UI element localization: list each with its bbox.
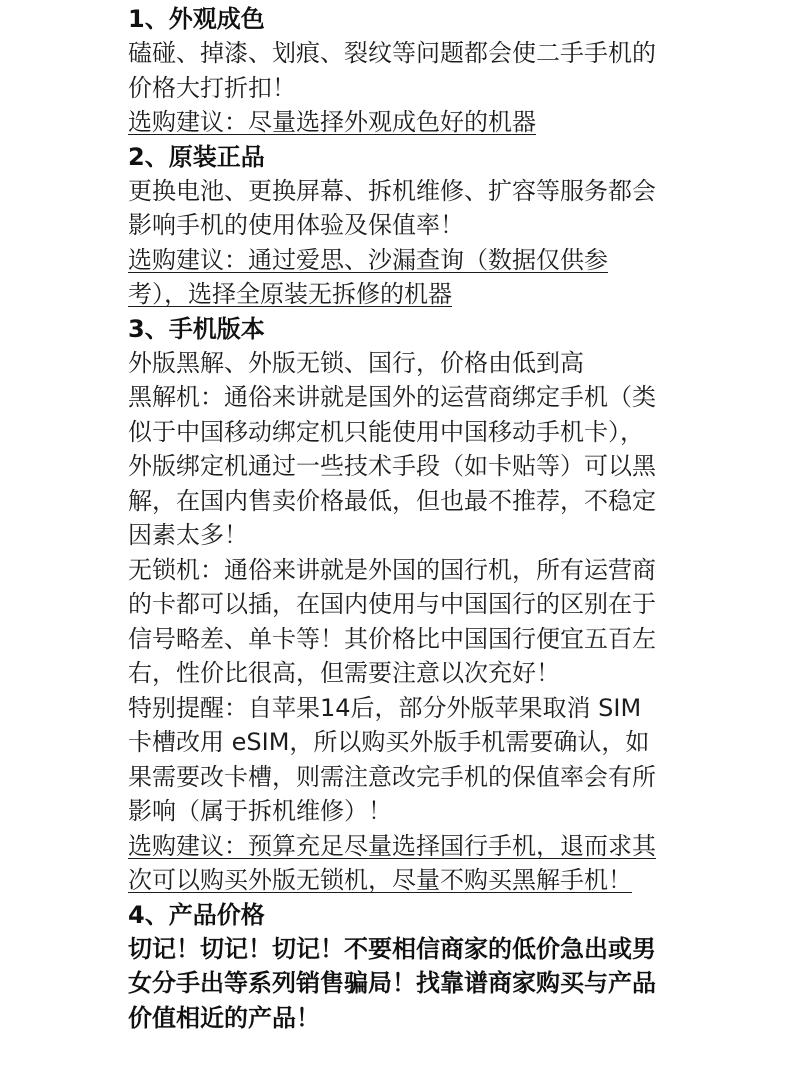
section-3-line-1: 外版黑解、外版无锁、国行，价格由低到高 <box>128 348 584 377</box>
section-3-line-9: 信号略差、单卡等！其价格比中国国行便宜五百左 <box>128 624 656 653</box>
section-2-advice-2: 考），选择全原装无拆修的机器 <box>128 280 452 308</box>
section-1-advice: 选购建议：尽量选择外观成色好的机器 <box>128 108 536 136</box>
section-3-line-10: 右，性价比很高，但需要注意以次充好！ <box>128 659 560 687</box>
section-3-line-4: 外版绑定机通过一些技术手段（如卡贴等）可以黑 <box>128 452 656 480</box>
section-2-advice-1: 选购建议：通过爱思、沙漏查询（数据仅供参 <box>128 245 608 274</box>
section-4-heading: 4、产品价格 <box>128 900 265 929</box>
section-2-line-1: 更换电池、更换屏幕、拆机维修、扩容等服务都会 <box>128 176 656 205</box>
section-3-line-12: 卡槽改用 eSIM，所以购买外版手机需要确认，如 <box>128 728 650 756</box>
section-3-line-5: 解，在国内售卖价格最低，但也最不推荐，不稳定 <box>128 486 656 515</box>
section-4-warning-2: 女分手出等系列销售骗局！找靠谱商家购买与产品 <box>128 969 656 997</box>
section-3-line-11: 特别提醒：自苹果14后，部分外版苹果取消 SIM <box>128 693 642 722</box>
section-4-warning-1: 切记！切记！切记！不要相信商家的低价急出或男 <box>128 934 656 963</box>
section-3-line-14: 影响（属于拆机维修）！ <box>128 797 392 825</box>
section-2-heading: 2、原装正品 <box>128 142 265 171</box>
section-1-line-1: 磕碰、掉漆、划痕、裂纹等问题都会使二手手机的 <box>128 39 656 67</box>
section-3-advice-2: 次可以购买外版无锁机，尽量不购买黑解手机！ <box>128 866 632 894</box>
section-2-line-2: 影响手机的使用体验及保值率！ <box>128 211 464 239</box>
section-3-line-13: 果需要改卡槽，则需注意改完手机的保值率会有所 <box>128 762 656 791</box>
section-3-heading: 3、手机版本 <box>128 314 265 343</box>
section-1-heading: 1、外观成色 <box>128 5 265 33</box>
section-3-line-2: 黑解机：通俗来讲就是国外的运营商绑定手机（类 <box>128 383 656 411</box>
section-4-warning-3: 价值相近的产品！ <box>128 1003 320 1032</box>
section-3-line-6: 因素太多！ <box>128 521 248 549</box>
section-3-line-7: 无锁机：通俗来讲就是外国的国行机，所有运营商 <box>128 555 656 584</box>
section-1-line-2: 价格大打折扣！ <box>128 73 296 102</box>
section-3-advice-1: 选购建议：预算充足尽量选择国行手机，退而求其 <box>128 831 656 860</box>
section-3-line-8: 的卡都可以插，在国内使用与中国国行的区别在于 <box>128 590 656 618</box>
section-3-line-3: 似于中国移动绑定机只能使用中国移动手机卡）， <box>128 417 644 446</box>
